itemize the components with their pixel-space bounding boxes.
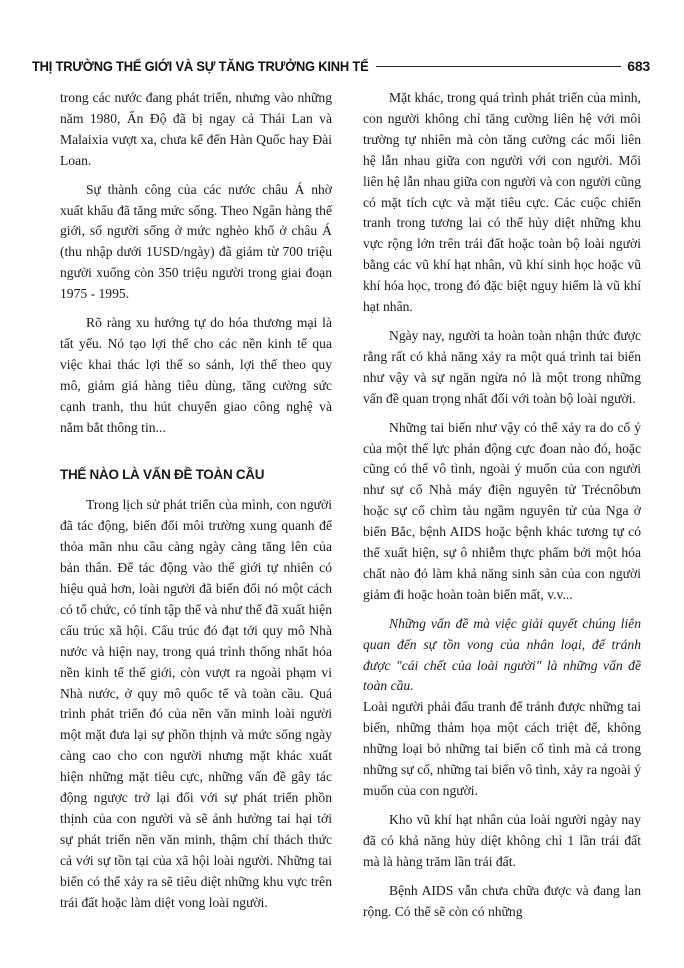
running-header <box>32 54 650 78</box>
paragraph: Loài người phải đấu tranh để tránh được những tai biến, những thảm họa một cách triệt để, không những loại bỏ những tai biến cố tình mà cả trong những sự cố, những tai biến vô tình, xảy ra ngoài ý muốn của con người. <box>363 699 641 798</box>
paragraph: Mặt khác, trong quá trình phát triển của mình, con người không chỉ tăng cường liên hệ với môi trường tự nhiên mà còn tăng cường các mối liên hệ lẫn nhau giữa con người với con người. Mối liên hệ lẫn nhau giữa con người và con người cũng có mặt tích cực và mặt tiêu cực. Các cuộc chiến tranh trong tương lai có thể hủy diệt những khu vực rộng lớn trên trái đất hoặc toàn bộ loài người bằng các vũ khí hạt nhân, vũ khí sinh học hoặc vũ khí hóa học, trong đó đặc biệt nguy hiểm là vũ khí hạt nhân. <box>363 90 641 315</box>
paragraph: trong các nước đang phát triển, nhưng vào những năm 1980, Ấn Độ đã bị ngay cả Thái Lan và Malaixia vượt xa, chưa kể đến Hàn Quốc hay Đài Loan. <box>60 90 332 168</box>
paragraph: Sự thành công của các nước châu Á nhờ xuất khẩu đã tăng mức sống. Theo Ngân hàng thế giới, số người sống ở mức nghèo khổ ở châu Á (thu nhập dưới 1USD/ngày) đã giảm từ 700 triệu người xuống còn 350 triệu người trong giai đoạn 1975 - 1995. <box>60 181 332 302</box>
page-number: 683 <box>627 58 650 74</box>
paragraph: Ngày nay, người ta hoàn toàn nhận thức được rằng rất có khả năng xảy ra một quá trình tai biến như vậy và sự ngăn ngừa nó là một trong những vấn đề quan trọng nhất đối với toàn bộ loài người. <box>363 327 641 406</box>
emphasis-paragraph: Những vấn đề mà việc giải quyết chúng liên quan đến sự tồn vong của nhân loại, để tránh được "cái chết của loài người" là những vấn đề toàn cầu. <box>363 615 641 694</box>
running-header-title: THỊ TRƯỜNG THẾ GIỚI VÀ SỰ TĂNG TRƯỞNG KINH TẾ <box>32 58 369 74</box>
paragraph: Kho vũ khí hạt nhân của loài người ngày nay đã có khả năng hủy diệt không chỉ 1 lần trái đất mà là hàng trăm lần trái đất. <box>363 811 641 869</box>
right-column <box>363 88 641 930</box>
paragraph: Rõ ràng xu hướng tự do hóa thương mại là tất yếu. Nó tạo lợi thế cho các nền kinh tế qua việc khai thác lợi thế so sánh, lợi thế theo quy mô, giảm giá hàng tiêu dùng, tăng cường sức cạnh tranh, thu hút chuyển giao công nghệ và nắm bắt thông tin... <box>60 315 332 435</box>
paragraph: Những tai biến như vậy có thể xảy ra do cố ý của một thế lực phản động cực đoan nào đó, hoặc cũng có thể vô tình, ngoài ý muốn của con người như sự cố Nhà máy điện nguyên tử Trécnôbưn hoặc sự cố chìm tàu ngầm nguyên tử của Nga ở biển Bắc, bệnh AIDS hoặc bệnh khác tương tự có thể xuất hiện, sự ô nhiễm thực phẩm bởi một hóa chất nào đó làm khả năng sinh sản của con người giảm đi hoặc hoàn toàn biến mất, v.v... <box>363 419 641 602</box>
left-column <box>60 88 332 922</box>
paragraph: Trong lịch sử phát triển của mình, con người đã tác động, biến đổi môi trường xung quanh để thỏa mãn nhu cầu càng ngày càng tăng lên của bản thân. Để tác động vào thế giới tự nhiên có hiệu quả hơn, loài người đã biến đổi nó một cách có tổ chức, có tính tập thể và như thế đã xuất hiện cấu trúc xã hội. Cấu trúc đó đạt tới quy mô Nhà nước và hiện nay, trong quá trình thống nhất hóa nền kinh tế thế giới, còn vượt ra ngoài phạm vi Nhà nước, ở quy mô quốc tế và toàn cầu. Quá trình phát triển đó của nền văn minh loài người một mặt đưa lại sự phồn thịnh và mức sống ngày càng cao cho con người nhưng mặt khác xuất hiện những mặt tiêu cực, những vấn đề gây tác động ngược trở lại đối với sự phát triển phồn thịnh của con người và sẽ ảnh hưởng tai hại tới sự phát triển nền văn minh, thậm chí thách thức cả với sự tồn tại của xã hội loài người. Những tai biến có thể xảy ra sẽ tiêu diệt những khu vực trên trái đất hoặc làm diệt vong loài người. <box>60 497 332 910</box>
paragraph: Bệnh AIDS vẫn chưa chữa được và đang lan rộng. Có thể sẽ còn có những <box>363 882 641 919</box>
header-rule <box>376 66 621 67</box>
section-heading: THẾ NÀO LÀ VẤN ĐỀ TOÀN CẦU <box>60 466 265 482</box>
